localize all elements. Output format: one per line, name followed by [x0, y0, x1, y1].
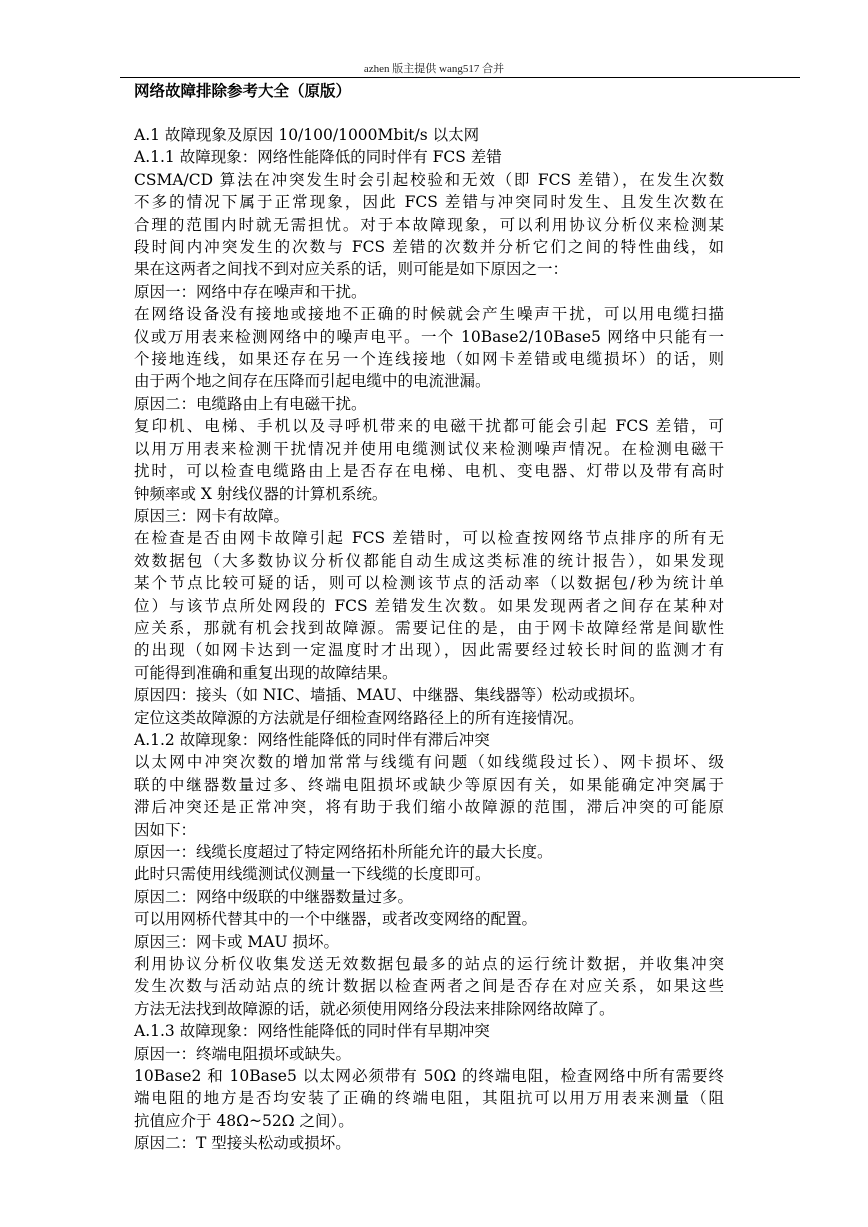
text-line: 原因二：网络中级联的中继器数量过多。: [134, 887, 414, 906]
text-line: A.1.3 故障现象：网络性能降低的同时伴有早期冲突: [134, 1022, 490, 1041]
text-line: 原因一：终端电阻损坏或缺失。: [134, 1044, 352, 1063]
text-line: 方法无法找到故障源的话，就必须使用网络分段法来排除网络故障了。: [134, 999, 615, 1018]
text-line: 利用协议分析仪收集发送无效数据包最多的站点的运行统计数据，并收集冲突: [134, 955, 724, 974]
text-line: 滞后冲突还是正常冲突，将有助于我们缩小故障源的范围，滞后冲突的可能原: [134, 798, 724, 817]
text-line: 原因三：网卡或 MAU 损坏。: [134, 932, 339, 951]
text-line: 在网络设备没有接地或接地不正确的时候就会产生噪声干扰，可以用电缆扫描: [134, 305, 724, 324]
document-body: [134, 80, 724, 1155]
text-line: 原因三：网卡有故障。: [134, 506, 290, 525]
text-line: 发生次数与活动站点的统计数据以检查两者之间是否存在对应关系，如果这些: [134, 977, 724, 996]
document-title: 网络故障排除参考大全（原版）: [134, 81, 352, 100]
text-line: 以用万用表来检测干扰情况并使用电缆测试仪来检测噪声情况。在检测电磁干: [134, 439, 724, 458]
header-rule: [120, 77, 800, 78]
text-line: 因如下：: [134, 820, 197, 839]
text-line: 钟频率或 X 射线仪器的计算机系统。: [134, 484, 388, 503]
text-line: A.1.2 故障现象：网络性能降低的同时伴有滞后冲突: [134, 730, 490, 749]
text-line: 由于两个地之间存在压降而引起电缆中的电流泄漏。: [134, 372, 491, 391]
text-line: 可以用网桥代替其中的一个中继器，或者改变网络的配置。: [134, 910, 538, 929]
text-line: 原因二：电缆路由上有电磁干扰。: [134, 394, 367, 413]
text-line: 原因二：T 型接头松动或损坏。: [134, 1134, 351, 1153]
text-line: 可能得到准确和重复出现的故障结果。: [134, 663, 398, 682]
text-line: 的出现（如网卡达到一定温度时才出现），因此需要经过较长时间的监测才有: [134, 641, 724, 660]
text-line: 扰时，可以检查电缆路由上是否存在电梯、电机、变电器、灯带以及带有高时: [134, 462, 724, 481]
text-line: A.1.1 故障现象：网络性能降低的同时伴有 FCS 差错: [134, 148, 502, 167]
text-line: 抗值应介于 48Ω~52Ω 之间）。: [134, 1111, 354, 1130]
text-line: 个接地连线，如果还存在另一个连线接地（如网卡差错或电缆损坏）的话，则: [134, 350, 724, 369]
body-text: [134, 124, 724, 1155]
text-line: 复印机、电梯、手机以及寻呼机带来的电磁干扰都可能会引起 FCS 差错，可: [134, 417, 724, 436]
text-line: 在检查是否由网卡故障引起 FCS 差错时，可以检查按网络节点排序的所有无: [134, 529, 724, 548]
text-line: 联的中继器数量过多、终端电阻损坏或缺少等原因有关，如果能确定冲突属于: [134, 775, 724, 794]
text-line: 位）与该节点所处网段的 FCS 差错发生次数。如果发现两者之间存在某种对: [134, 596, 724, 615]
text-line: 原因四：接头（如 NIC、墙插、MAU、中继器、集线器等）松动或损坏。: [134, 686, 645, 705]
text-line: 原因一：线缆长度超过了特定网络拓朴所能允许的最大长度。: [134, 843, 553, 861]
text-line: 合理的范围内时就无需担忧。对于本故障现象，可以利用协议分析仪来检测某: [134, 215, 724, 234]
page-header: azhen 版主提供 wang517 合并: [363, 63, 505, 75]
text-line: 不多的情况下属于正常现象，因此 FCS 差错与冲突同时发生、且发生次数在: [134, 193, 724, 212]
text-line: 仪或万用表来检测网络中的噪声电平。一个 10Base2/10Base5 网络中只能有一: [134, 327, 724, 346]
text-line: 效数据包（大多数协议分析仪都能自动生成这类标准的统计报告），如果发现: [134, 551, 724, 570]
text-line: 以太网中冲突次数的增加常常与线缆有问题（如线缆段过长）、网卡损坏、级: [134, 753, 724, 772]
text-line: A.1 故障现象及原因 10/100/1000Mbit/s 以太网: [134, 126, 480, 144]
text-line: 定位这类故障源的方法就是仔细检查网络路径上的所有连接情况。: [134, 708, 584, 727]
text-line: 段时间内冲突发生的次数与 FCS 差错的次数并分析它们之间的特性曲线，如: [134, 238, 724, 257]
text-line: 果在这两者之间找不到对应关系的话，则可能是如下原因之一：: [134, 260, 569, 279]
text-line: 应关系，那就有机会找到故障源。需要记住的是，由于网卡故障经常是间歇性: [134, 618, 724, 637]
text-line: 原因一：网络中存在噪声和干扰。: [134, 282, 367, 301]
text-line: 端电阻的地方是否均安装了正确的终端电阻，其阻抗可以用万用表来测量（阻: [134, 1089, 724, 1108]
text-line: 此时只需使用线缆测试仪测量一下线缆的长度即可。: [134, 865, 491, 884]
text-line: 10Base2 和 10Base5 以太网必须带有 50Ω 的终端电阻，检查网络中所有需要终: [134, 1067, 724, 1086]
text-line: 某个节点比较可疑的话，则可以检测该节点的活动率（以数据包/秒为统计单: [134, 574, 724, 593]
text-line: CSMA/CD 算法在冲突发生时会引起校验和无效（即 FCS 差错），在发生次数: [134, 170, 724, 189]
